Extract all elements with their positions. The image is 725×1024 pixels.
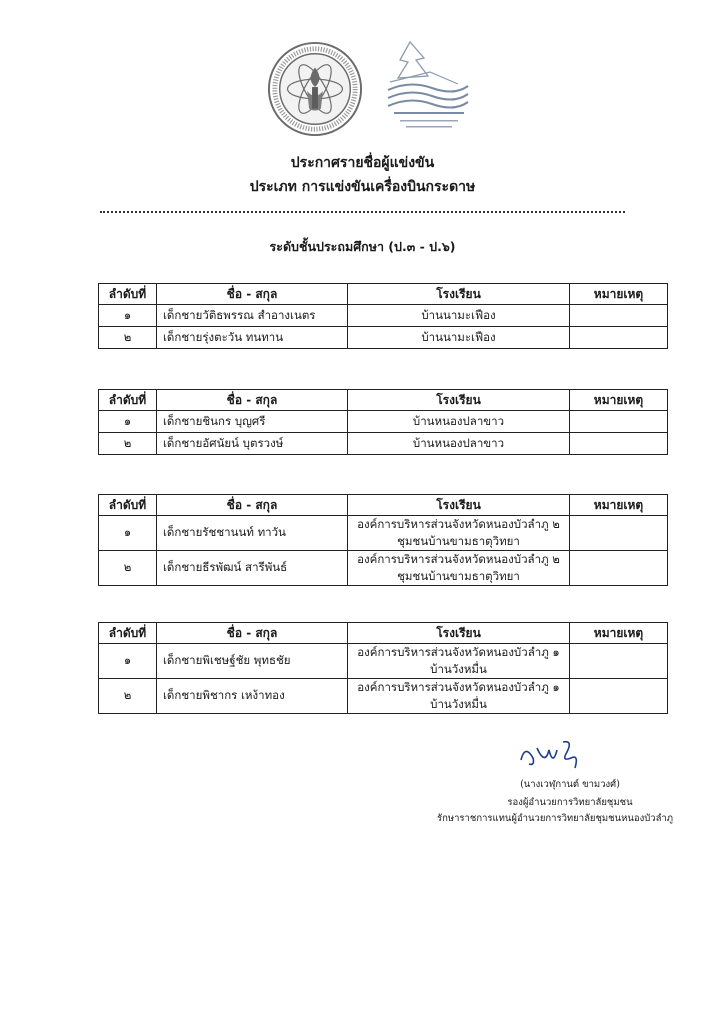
name-cell: เด็กชายรุ่งตะวัน ทนทาน — [157, 327, 348, 349]
name-cell: เด็กชายพิเชษฐ์ชัย พุทธชัย — [157, 644, 348, 679]
order-header: ลำดับที่ — [99, 284, 157, 305]
table-row — [99, 305, 668, 327]
order-header: ลำดับที่ — [99, 495, 157, 516]
order-cell: ๒ — [99, 433, 157, 455]
note-cell — [570, 551, 668, 586]
school-cell — [348, 551, 570, 586]
table-header-row — [99, 623, 668, 644]
school-line-2: ชุมชนบ้านขามธาตุวิทยา — [397, 569, 520, 583]
table-row — [99, 644, 668, 679]
note-header: หมายเหตุ — [570, 390, 668, 411]
team-table-1 — [98, 283, 668, 349]
note-header: หมายเหตุ — [570, 284, 668, 305]
table-row — [99, 327, 668, 349]
college-logo-icon — [380, 38, 472, 138]
name-header: ชื่อ - สกุล — [157, 284, 348, 305]
name-cell: เด็กชายวัติธพรรณ สำอางเนตร — [157, 305, 348, 327]
order-header: ลำดับที่ — [99, 623, 157, 644]
order-cell: ๑ — [99, 305, 157, 327]
education-level: ระดับชั้นประถมศึกษา (ป.๓ - ป.๖) — [269, 239, 456, 254]
name-cell: เด็กชายชินกร บุญศรี — [157, 411, 348, 433]
science-seal-icon — [266, 40, 364, 138]
table-row — [99, 411, 668, 433]
school-line-2: ชุมชนบ้านขามธาตุวิทยา — [397, 534, 520, 548]
table-header-row — [99, 495, 668, 516]
signer-acting-position: รักษาราชการแทนผู้อำนวยการวิทยาลัยชุมชนหนองบัวลำภู — [436, 813, 673, 824]
school-header: โรงเรียน — [348, 390, 570, 411]
order-cell: ๒ — [99, 679, 157, 714]
school-line-2: บ้านวังหมื่น — [430, 697, 487, 711]
note-header: หมายเหตุ — [570, 495, 668, 516]
table-row — [99, 679, 668, 714]
school-cell: บ้านนามะเฟือง — [348, 327, 570, 349]
page-title: ประกาศรายชื่อผู้แข่งขัน — [290, 155, 435, 171]
school-header: โรงเรียน — [348, 495, 570, 516]
note-cell — [570, 433, 668, 455]
school-line-1: องค์การบริหารส่วนจังหวัดหนองบัวลำภู ๑ — [357, 680, 560, 694]
note-cell — [570, 305, 668, 327]
note-cell — [570, 516, 668, 551]
school-cell: บ้านหนองปลาขาว — [348, 433, 570, 455]
school-cell — [348, 679, 570, 714]
note-cell — [570, 679, 668, 714]
school-cell — [348, 516, 570, 551]
team-table-2 — [98, 389, 668, 455]
note-cell — [570, 327, 668, 349]
school-cell: บ้านหนองปลาขาว — [348, 411, 570, 433]
name-header: ชื่อ - สกุล — [157, 390, 348, 411]
school-cell: บ้านนามะเฟือง — [348, 305, 570, 327]
competition-type: ประเภท การแข่งขันเครื่องบินกระดาษ — [249, 179, 476, 195]
name-cell: เด็กชายรัชชานนท์ ทาวัน — [157, 516, 348, 551]
name-cell: เด็กชายธีรพัฒน์ สารีพันธ์ — [157, 551, 348, 586]
note-header: หมายเหตุ — [570, 623, 668, 644]
school-cell — [348, 644, 570, 679]
table-row — [99, 433, 668, 455]
school-line-2: บ้านวังหมื่น — [430, 662, 487, 676]
note-cell — [570, 411, 668, 433]
table-header-row — [99, 390, 668, 411]
signer-name: (นางเวฬุกานต์ ขามวงศ์) — [520, 779, 620, 790]
table-row — [99, 516, 668, 551]
school-header: โรงเรียน — [348, 623, 570, 644]
school-line-1: องค์การบริหารส่วนจังหวัดหนองบัวลำภู ๒ — [357, 517, 560, 531]
header-logos — [260, 38, 480, 138]
order-cell: ๑ — [99, 411, 157, 433]
order-cell: ๑ — [99, 516, 157, 551]
name-header: ชื่อ - สกุล — [157, 623, 348, 644]
signer-position: รองผู้อำนวยการวิทยาลัยชุมชน — [507, 797, 633, 808]
table-header-row — [99, 284, 668, 305]
note-cell — [570, 644, 668, 679]
team-table-3 — [98, 494, 668, 586]
name-header: ชื่อ - สกุล — [157, 495, 348, 516]
order-cell: ๒ — [99, 551, 157, 586]
school-line-1: องค์การบริหารส่วนจังหวัดหนองบัวลำภู ๒ — [357, 552, 560, 566]
order-cell: ๑ — [99, 644, 157, 679]
table-row — [99, 551, 668, 586]
handwritten-signature — [515, 736, 585, 772]
school-header: โรงเรียน — [348, 284, 570, 305]
school-line-1: องค์การบริหารส่วนจังหวัดหนองบัวลำภู ๑ — [357, 645, 560, 659]
team-table-4 — [98, 622, 668, 714]
dotted-divider — [100, 203, 625, 213]
name-cell: เด็กชายพิชากร เหง้าทอง — [157, 679, 348, 714]
order-cell: ๒ — [99, 327, 157, 349]
name-cell: เด็กชายอัศนัยน์ บุตรวงษ์ — [157, 433, 348, 455]
order-header: ลำดับที่ — [99, 390, 157, 411]
